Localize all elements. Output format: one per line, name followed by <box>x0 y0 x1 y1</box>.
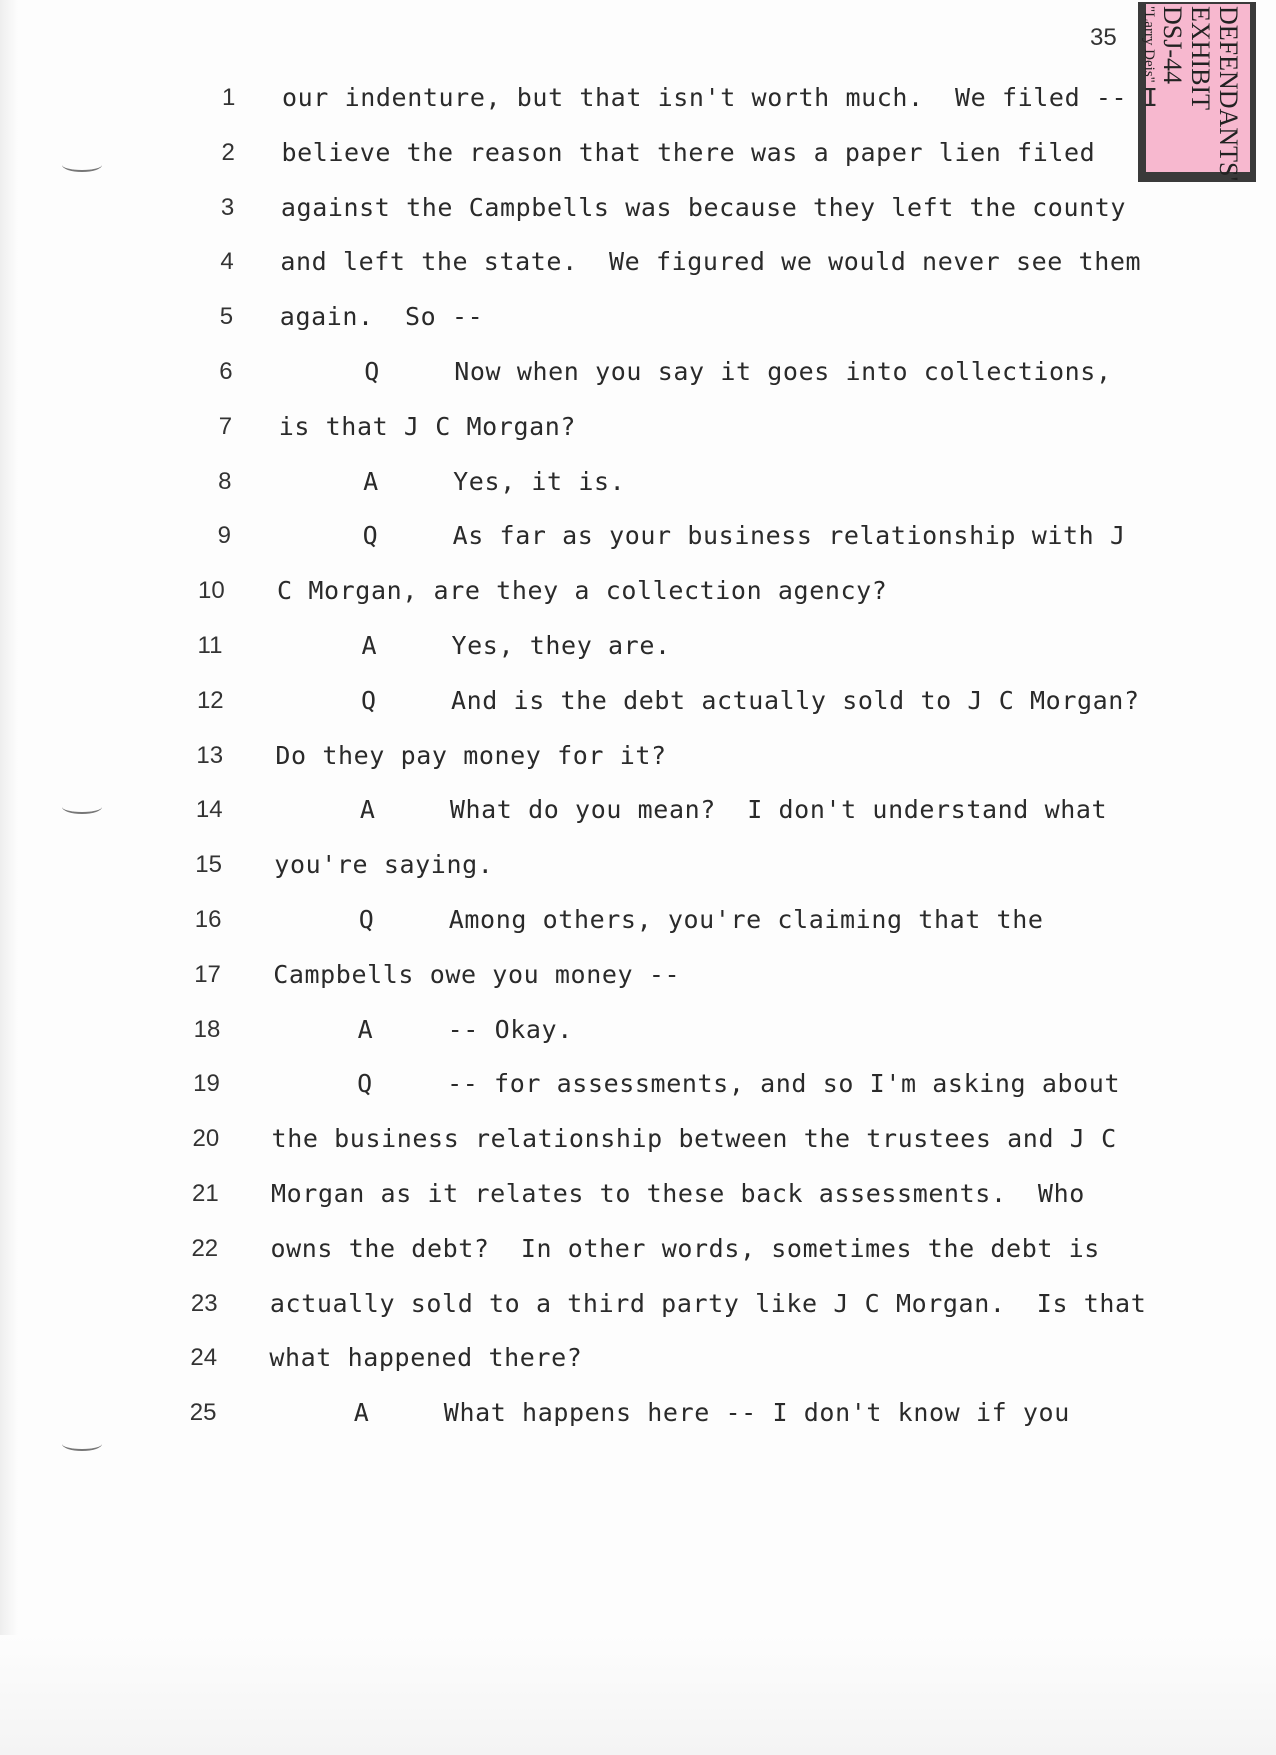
transcript-line <box>0 900 1276 940</box>
line-text: Campbells owe you money -- <box>273 959 681 989</box>
transcript-line <box>0 352 1276 392</box>
line-number: 19 <box>193 1070 220 1098</box>
line-number: 23 <box>190 1289 218 1317</box>
speaker-label: Q <box>362 521 379 551</box>
page-number: 35 <box>1090 24 1117 51</box>
line-text: you're saying. <box>274 850 494 880</box>
line-text: What happens here -- I don't know if you <box>443 1398 1070 1428</box>
transcript-line <box>0 790 1276 830</box>
line-number: 12 <box>196 686 224 714</box>
line-number: 14 <box>195 796 223 824</box>
line-text: our indenture, but that isn't worth much. We filed -- I <box>282 83 1159 112</box>
line-number: 24 <box>190 1344 218 1372</box>
transcript-line <box>0 1010 1276 1050</box>
line-number: 3 <box>220 193 235 221</box>
line-text: and left the state. We figured we would never see them <box>280 247 1142 277</box>
line-text: And is the debt actually sold to J C Morgan? <box>450 685 1140 715</box>
line-text: Among others, you're claiming that the <box>448 905 1044 934</box>
line-number: 18 <box>193 1015 221 1043</box>
line-number: 2 <box>221 138 235 166</box>
transcript-line <box>0 242 1276 282</box>
transcript-line <box>0 133 1276 173</box>
transcript-line <box>0 297 1276 337</box>
line-text: again. So -- <box>279 302 484 332</box>
transcript-line <box>0 1393 1276 1433</box>
line-number: 1 <box>222 84 236 111</box>
transcript-line <box>0 1064 1276 1104</box>
line-number: 6 <box>219 358 233 385</box>
line-number: 8 <box>218 467 232 495</box>
transcript-line <box>0 955 1276 995</box>
transcript-line <box>0 681 1276 721</box>
transcript-line <box>0 188 1276 228</box>
transcript-line <box>0 845 1276 885</box>
transcript-line <box>0 1284 1276 1324</box>
transcript-line <box>0 462 1276 502</box>
transcript-line <box>0 516 1276 556</box>
line-number: 22 <box>191 1234 219 1262</box>
transcript-line <box>0 626 1276 666</box>
transcript-line <box>0 571 1276 611</box>
transcript-line <box>0 1338 1276 1378</box>
transcript-line <box>0 1229 1276 1269</box>
line-text: As far as your business relationship with J <box>452 521 1126 551</box>
exhibit-party: DEFENDANTS' <box>1214 6 1243 182</box>
line-number: 15 <box>195 851 222 879</box>
speaker-label: A <box>357 1014 374 1044</box>
speaker-label: A <box>363 466 379 496</box>
bottom-shadow <box>0 1635 1276 1755</box>
line-number: 4 <box>220 248 234 276</box>
exhibit-witness: "Larry Deis" <box>1141 6 1157 83</box>
exhibit-word: EXHIBIT <box>1186 6 1215 110</box>
line-text: believe the reason that there was a paper lien filed <box>281 137 1096 167</box>
line-text: Morgan as it relates to these back assessments. Who <box>271 1179 1085 1208</box>
transcript-line <box>0 736 1276 776</box>
speaker-label: Q <box>364 357 380 386</box>
line-text: what happened there? <box>269 1343 583 1373</box>
line-number: 5 <box>219 303 234 331</box>
line-text: the business relationship between the trustees and J C <box>271 1124 1117 1154</box>
speaker-label: A <box>359 795 376 825</box>
line-number: 20 <box>192 1125 220 1153</box>
line-text: is that J C Morgan? <box>278 411 577 441</box>
line-number: 21 <box>192 1180 219 1207</box>
line-text: -- Okay. <box>447 1014 573 1044</box>
line-number: 16 <box>194 906 222 933</box>
line-text: Do they pay money for it? <box>275 740 667 770</box>
line-text: Yes, it is. <box>453 466 626 496</box>
transcript-line <box>0 407 1276 447</box>
margin-mark <box>62 1437 102 1451</box>
line-number: 10 <box>198 577 225 605</box>
line-number: 9 <box>217 522 231 550</box>
speaker-label: A <box>361 631 378 660</box>
line-text: What do you mean? I don't understand what <box>449 795 1108 825</box>
line-text: actually sold to a third party like J C Morgan. Is that <box>269 1288 1147 1318</box>
line-text: owns the debt? In other words, sometimes the debt is <box>270 1233 1100 1263</box>
speaker-label: Q <box>357 1069 373 1099</box>
line-number: 7 <box>218 412 233 440</box>
line-number: 13 <box>196 741 224 769</box>
transcript-line <box>0 1174 1276 1214</box>
line-text: against the Campbells was because they left the county <box>280 192 1127 222</box>
speaker-label: A <box>353 1398 370 1428</box>
transcript-line <box>0 1119 1276 1159</box>
speaker-label: Q <box>358 905 375 934</box>
line-text: -- for assessments, and so I'm asking about <box>447 1069 1121 1099</box>
line-text: C Morgan, are they a collection agency? <box>277 576 888 606</box>
line-number: 11 <box>197 632 223 659</box>
line-number: 25 <box>189 1399 217 1427</box>
speaker-label: Q <box>360 685 377 715</box>
line-number: 17 <box>194 960 221 988</box>
transcript-line <box>0 78 1276 118</box>
exhibit-id: DSJ-44 <box>1158 6 1187 85</box>
line-text: Now when you say it goes into collections, <box>454 357 1112 386</box>
line-text: Yes, they are. <box>451 631 671 660</box>
